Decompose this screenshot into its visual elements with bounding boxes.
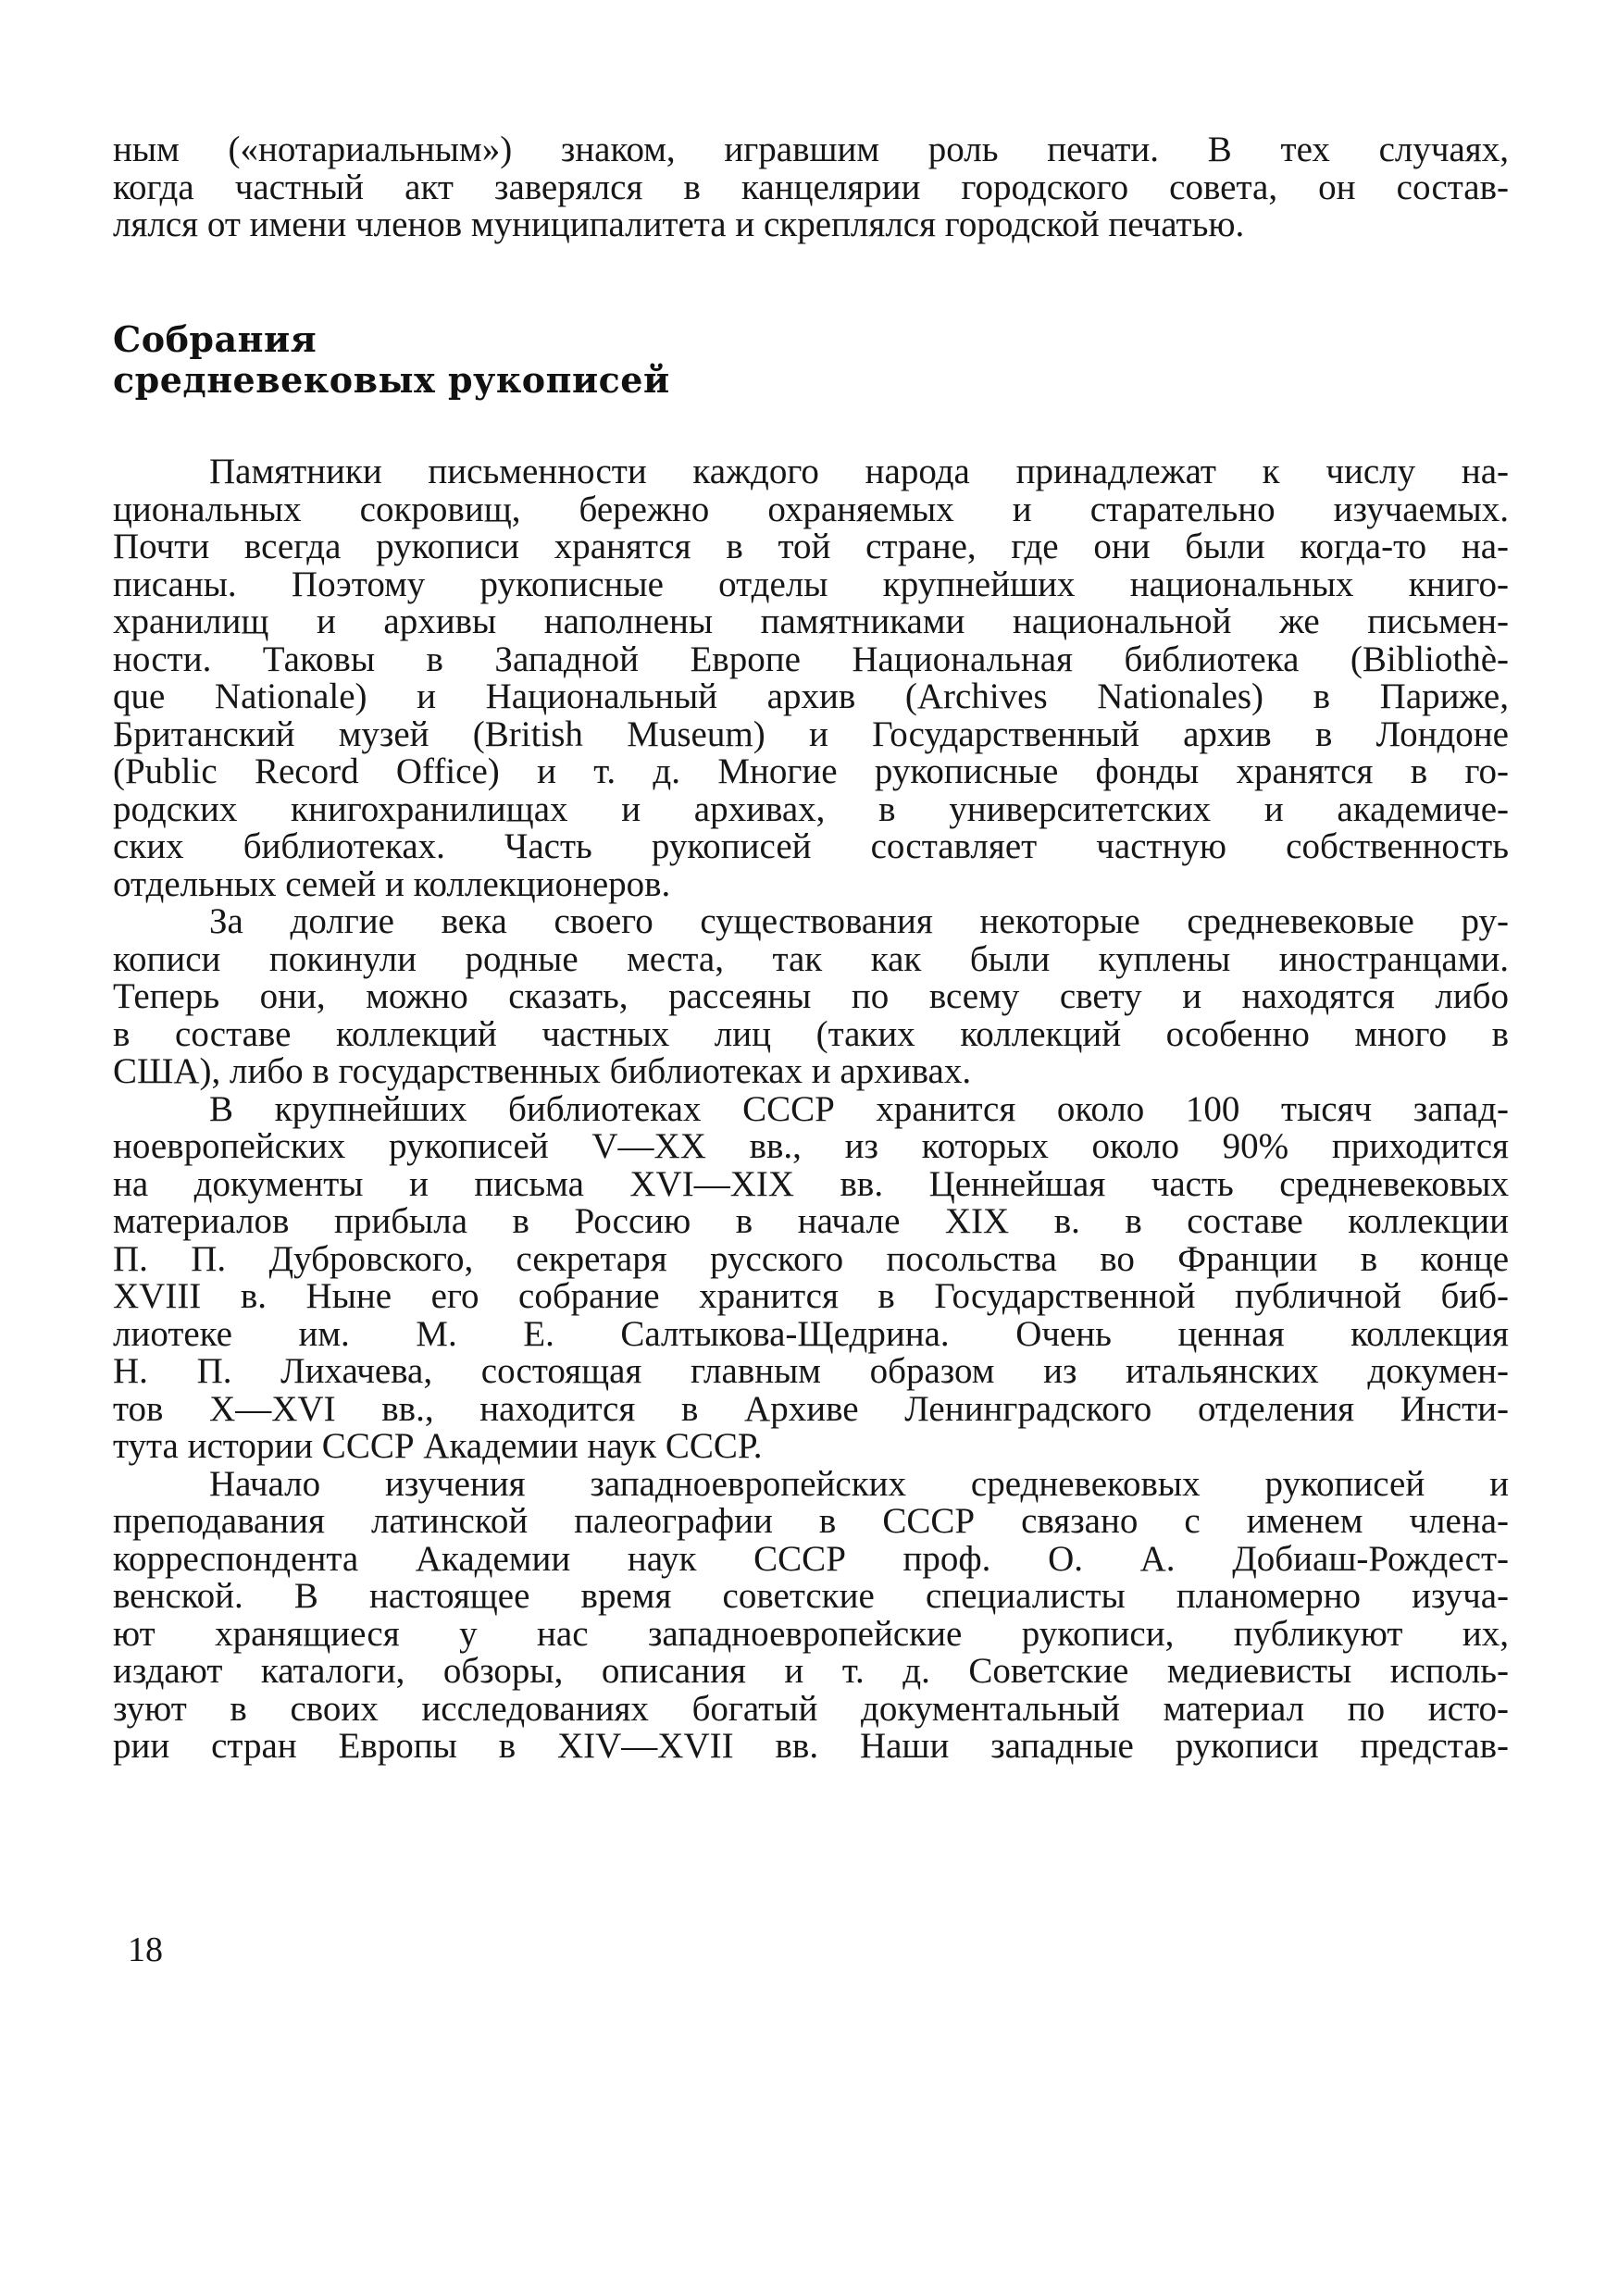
section-heading-line: средневековых рукописей [113,359,670,401]
text-line: Начало изучения западноевропейских средневековых рукописей и [209,1463,1509,1504]
text-line: ным («нотариальным») знаком, игравшим роль печати. В тех случаях, [113,130,1509,169]
text-line: кописи покинули родные места, так как были куплены иностранцами. [113,938,1509,979]
text-line: венской. В настоящее время советские специалисты планомерно изуча- [113,1576,1509,1616]
intro-paragraph [113,131,1509,244]
text-line: За долгие века своего существования некоторые средневековые ру- [209,901,1509,941]
text-line: Н. П. Лихачева, состоящая главным образом из итальянских докумен- [113,1351,1509,1391]
text-line: отдельных семей и коллекционеров. [113,863,671,904]
paragraph-3 [113,1088,1509,1466]
text-line: корреспондента Академии наук СССР проф. О. А. Добиаш-Рождест- [113,1538,1509,1579]
paragraph-2 [113,903,1509,1091]
text-line: que Nationale) и Национальный архив (Archives Nationales) в Париже, [113,676,1509,716]
text-line: В крупнейших библиотеках СССР хранится около 100 тысяч запад- [209,1088,1509,1129]
text-line: рии стран Европы в XIV—XVII вв. Наши западные рукописи представ- [113,1726,1509,1766]
text-line: лялся от имени членов муниципалитета и скреплялся городской печатью. [113,205,1245,244]
text-line: лиотеке им. М. Е. Салтыкова-Щедрина. Очень ценная коллекция [113,1313,1509,1354]
text-line: (Public Record Office) и т. д. Многие рукописные фонды хранятся в го- [113,751,1509,791]
text-line: П. П. Дубровского, секретаря русского посольства во Франции в конце [113,1238,1509,1279]
text-line: ют хранящиеся у нас западноевропейские рукописи, публикуют их, [113,1613,1509,1654]
text-line: на документы и письма XVI—XIX вв. Ценнейшая часть средневековых [113,1163,1509,1204]
page-number: 18 [128,1930,163,1969]
text-line: Теперь они, можно сказать, рассеяны по всему свету и находятся либо [113,976,1509,1016]
text-line: преподавания латинской палеографии в СССР связано с именем члена- [113,1501,1509,1541]
text-line: тута истории СССР Академии наук СССР. [113,1426,763,1466]
text-line: писаны. Поэтому рукописные отделы крупнейших национальных книго- [113,564,1509,604]
text-line: Британский музей (British Museum) и Государственный архив в Лондоне [113,714,1509,754]
section-heading-line: Собрания [113,318,317,360]
text-line: хранилищ и архивы наполнены памятниками национальной же письмен- [113,602,1509,641]
section-body [113,453,1509,1766]
text-line: XVIII в. Ныне его собрание хранится в Государственной публичной биб- [113,1276,1509,1316]
text-line: циональных сокровищ, бережно охраняемых и старательно изучаемых. [113,489,1509,529]
text-line: зуют в своих исследованиях богатый документальный материал по исто- [113,1688,1509,1729]
text-line: когда частный акт заверялся в канцелярии городского совета, он состав- [113,167,1509,207]
text-line: в составе коллекций частных лиц (таких коллекций особенно много в [113,1013,1509,1054]
paragraph-1 [113,453,1509,903]
paragraph-4 [113,1463,1509,1766]
text-line: Почти всегда рукописи хранятся в той стране, где они были когда-то на- [113,527,1509,566]
text-line: издают каталоги, обзоры, описания и т. д. Советские медиевисты исполь- [113,1651,1509,1691]
text-line: ских библиотеках. Часть рукописей составляет частную собственность [113,826,1509,866]
text-line: родских книгохранилищах и архивах, в университетских и академиче- [113,788,1509,829]
text-line: Памятники письменности каждого народа принадлежат к числу на- [209,452,1509,491]
text-line: ности. Таковы в Западной Европе Национальная библиотека (Bibliothè- [113,639,1509,679]
text-line: США), либо в государственных библиотеках и архивах. [113,1051,972,1091]
text-line: ноевропейских рукописей V—XX вв., из которых около 90% приходится [113,1126,1509,1166]
section-heading [113,319,670,401]
text-line: тов X—XVI вв., находится в Архиве Ленинградского отделения Инсти- [113,1388,1509,1429]
text-line: материалов прибыла в Россию в начале XIX в. в составе коллекции [113,1201,1509,1241]
